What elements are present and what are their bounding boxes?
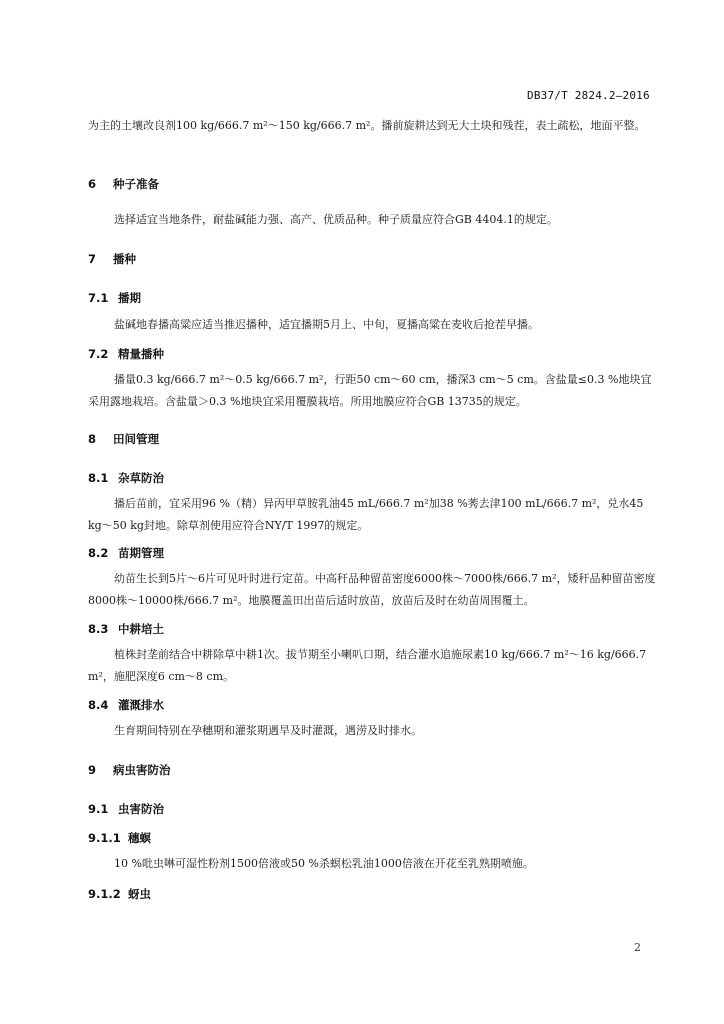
heading-number: 8 (88, 432, 97, 446)
heading-title: 蚜虫 (128, 887, 151, 901)
heading-title: 种子准备 (113, 177, 159, 191)
heading-number: 9.1.2 (88, 887, 121, 901)
heading-number: 8.4 (88, 698, 109, 712)
heading-title: 灌溉排水 (118, 698, 164, 712)
heading-number: 7.2 (88, 347, 109, 361)
heading-title: 杂草防治 (118, 471, 164, 485)
heading-number: 8.1 (88, 471, 109, 485)
heading-title: 田间管理 (113, 432, 159, 446)
paragraph-panicle-borer: 10 %吡虫啉可湿性粉剂1500倍液或50 %杀螟松乳油1000倍液在开花至乳熟期喷施。 (114, 857, 534, 870)
heading-number: 6 (88, 177, 97, 191)
heading-7-2 (88, 346, 164, 362)
heading-title: 虫害防治 (118, 802, 164, 816)
heading-7 (88, 251, 136, 267)
heading-8-2 (88, 545, 164, 561)
heading-title: 苗期管理 (118, 546, 164, 560)
heading-6 (88, 176, 159, 192)
heading-9-1-2 (88, 886, 151, 902)
heading-title: 中耕培土 (118, 622, 164, 636)
heading-9-1 (88, 801, 164, 817)
paragraph-irrigation: 生育期间特别在孕穗期和灌浆期遇旱及时灌溉，遇涝及时排水。 (114, 724, 422, 737)
heading-title: 播期 (118, 291, 141, 305)
heading-number: 8.3 (88, 622, 109, 636)
heading-8-4 (88, 697, 164, 713)
document-code: DB37/T 2824.2—2016 (527, 89, 650, 102)
heading-number: 9.1 (88, 802, 109, 816)
paragraph-cultivation: 植株封垄前结合中耕除草中耕1次。拔节期至小喇叭口期，结合灌水追施尿素10 kg/666.7 m²～16 kg/666.7 m²，施肥深度6 cm～8 cm。 (88, 648, 647, 683)
heading-number: 9.1.1 (88, 831, 121, 845)
heading-9-1-1 (88, 830, 151, 846)
paragraph-seedling-management: 幼苗生长到5片～6片可见叶时进行定苗。中高秆品种留苗密度6000株～7000株/666.7 m²，矮秆品种留苗密度8000株～10000株/666.7 m²。地膜覆盖田出苗后适时放苗，放苗后及时在幼苗周围覆土。 (88, 572, 656, 607)
heading-title: 病虫害防治 (113, 763, 171, 777)
heading-number: 8.2 (88, 546, 109, 560)
heading-number: 7 (88, 252, 97, 266)
paragraph-sowing-date: 盐碱地春播高粱应适当推迟播种，适宜播期5月上、中旬，夏播高粱在麦收后抢茬早播。 (114, 318, 539, 331)
paragraph-precision-sowing: 播量0.3 kg/666.7 m²～0.5 kg/666.7 m²，行距50 cm～60 cm，播深3 cm～5 cm。含盐量≤0.3 %地块宜采用露地栽培。含盐量＞0.3 %地块宜采用覆膜栽培。所用地膜应符合GB 13735的规定。 (88, 373, 652, 408)
page-number: 2 (634, 941, 641, 954)
paragraph-soil-prep: 为主的土壤改良剂100 kg/666.7 m²～150 kg/666.7 m²。播前旋耕达到无大土块和残茬，表土疏松，地面平整。 (88, 119, 646, 132)
paragraph-weed-control: 播后苗前，宜采用96 %（精）异丙甲草胺乳油45 mL/666.7 m²加38 %莠去津100 mL/666.7 m²，兑水45 kg～50 kg封地。除草剂使用应符合NY/T 1997的规定。 (88, 497, 644, 532)
heading-title: 精量播种 (118, 347, 164, 361)
heading-8-1 (88, 470, 164, 486)
heading-8-3 (88, 621, 164, 637)
heading-title: 穗螟 (128, 831, 151, 845)
heading-8 (88, 431, 159, 447)
heading-9 (88, 762, 171, 778)
heading-number: 9 (88, 763, 97, 777)
heading-7-1 (88, 290, 141, 306)
heading-title: 播种 (113, 252, 136, 266)
heading-number: 7.1 (88, 291, 109, 305)
paragraph-seed-prep: 选择适宜当地条件，耐盐碱能力强、高产、优质品种。种子质量应符合GB 4404.1的规定。 (114, 213, 558, 226)
